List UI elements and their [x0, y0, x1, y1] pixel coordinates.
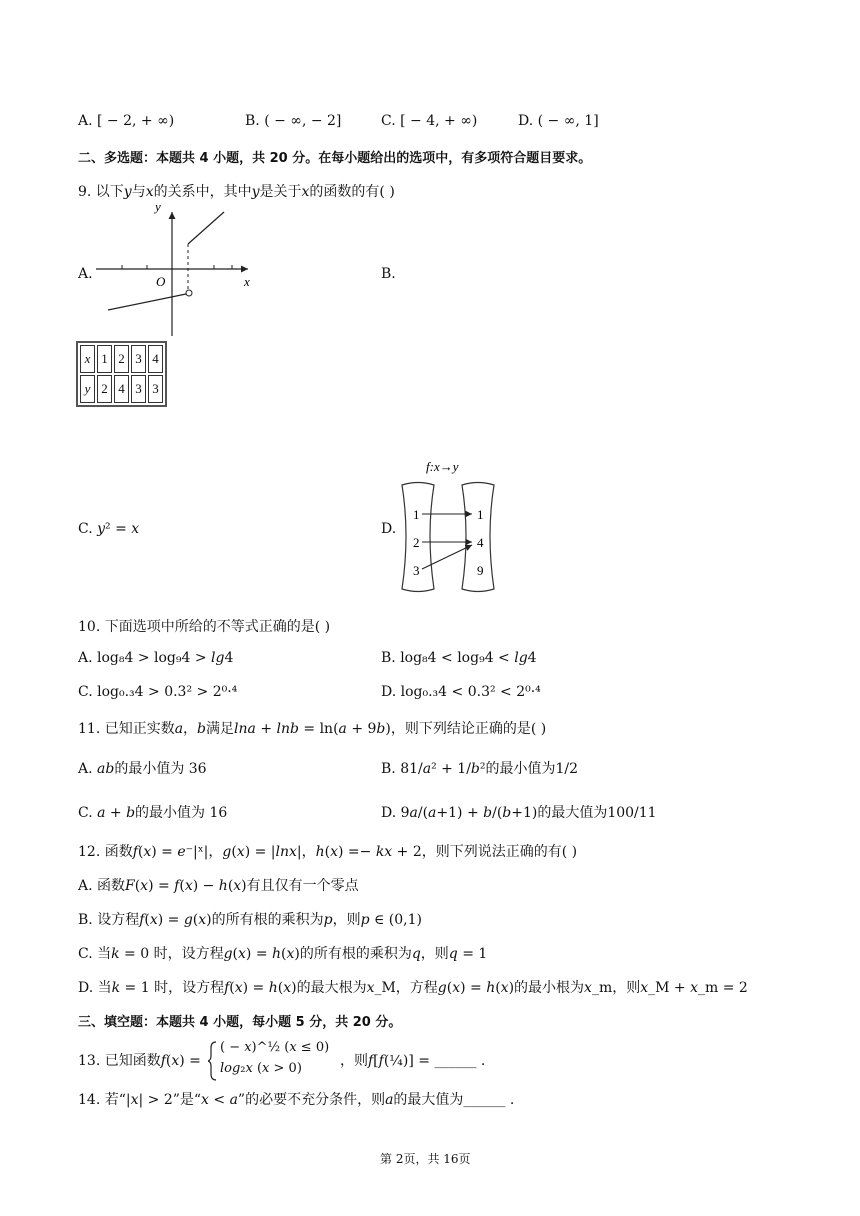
- q11-option-b: B. 81/𝑎² + 1/𝑏²的最小值为1/2: [381, 761, 579, 777]
- q10-option-d: D. log₀.₃4 < 0.3² < 2⁰·⁴: [381, 684, 541, 700]
- q10-option-a: A. log₈4 > log₉4 > 𝑙𝑔4: [78, 650, 234, 666]
- q9-mapping-diagram: [398, 455, 498, 597]
- q14-stem: 14. 若“|𝑥| > 2”是“𝑥 < 𝑎”的必要不充分条件，则𝑎的最大值为______ .: [78, 1092, 515, 1108]
- graph-origin-label: O: [156, 274, 166, 289]
- q12-stem: 12. 函数𝑓(𝑥) = 𝑒⁻|ˣ|，𝑔(𝑥) = |𝑙𝑛𝑥|，ℎ(𝑥) =− 𝑘𝑥 + 2，则下列说法正确的有( ): [78, 844, 578, 860]
- table-cell: x: [80, 345, 95, 373]
- q11-option-c: C. 𝑎 + 𝑏的最小值为 16: [78, 805, 228, 821]
- q10-stem: 10. 下面选项中所给的不等式正确的是( ): [78, 619, 331, 635]
- table-cell: 3: [148, 375, 163, 403]
- table-cell: 2: [114, 345, 129, 373]
- mapping-left-3: 3: [413, 563, 420, 578]
- table-cell: y: [80, 375, 95, 403]
- q13-case-1: ( − 𝑥)^½ (𝑥 ≤ 0): [220, 1040, 330, 1055]
- option-c: C. [ − 4, + ∞): [381, 113, 478, 129]
- table-row: [80, 375, 163, 403]
- mapping-right-9: 9: [477, 563, 484, 578]
- q12-option-c: C. 当𝑘 = 0 时，设方程𝑔(𝑥) = ℎ(𝑥)的所有根的乘积为𝑞，则𝑞 = 1: [78, 946, 488, 962]
- q9-option-b-label: B.: [381, 266, 396, 282]
- graph-y-label: y: [155, 200, 161, 214]
- table-cell: 4: [114, 375, 129, 403]
- q9-option-d-label: D.: [381, 521, 397, 537]
- mapping-right-1: 1: [477, 507, 484, 522]
- q9-option-c: C. 𝑦² = 𝑥: [78, 521, 140, 537]
- q9-graph-a: [92, 200, 262, 340]
- q10-option-b: B. log₈4 < log₉4 < 𝑙𝑔4: [381, 650, 537, 666]
- section-heading-multiple-choice: 二、多选题：本题共 4 小题，共 20 分。在每小题给出的选项中，有多项符合题目要求。: [78, 151, 592, 166]
- page-footer: 第 2页，共 16页: [380, 1152, 471, 1166]
- mapping-right-4: 4: [477, 535, 484, 550]
- mapping-left-1: 1: [413, 507, 420, 522]
- q9-stem: 9. 以下𝑦与𝑥的关系中，其中𝑦是关于𝑥的函数的有( ): [78, 184, 395, 200]
- table-cell: 3: [131, 375, 146, 403]
- q13-case-2: 𝑙𝑜𝑔₂𝑥 (𝑥 > 0): [220, 1061, 302, 1076]
- table-cell: 1: [97, 345, 112, 373]
- q13-suffix: ，则𝑓[𝑓(¼)] = ______ .: [340, 1053, 486, 1069]
- q11-stem: 11. 已知正实数𝑎，𝑏满足𝑙𝑛𝑎 + 𝑙𝑛𝑏 = ln(𝑎 + 9𝑏)，则下列结论正确的是( ): [78, 721, 547, 737]
- q9-value-table: [76, 341, 167, 407]
- mapping-title: f:x→y: [426, 459, 459, 474]
- q12-option-b: B. 设方程𝑓(𝑥) = 𝑔(𝑥)的所有根的乘积为𝑝，则𝑝 ∈ (0,1): [78, 912, 422, 928]
- q12-option-d: D. 当𝑘 = 1 时，设方程𝑓(𝑥) = ℎ(𝑥)的最大根为𝑥_M，方程𝑔(𝑥) = ℎ(𝑥)的最小根为𝑥_m，则𝑥_M + 𝑥_m = 2: [78, 980, 748, 996]
- option-b: B. ( − ∞, − 2]: [245, 113, 342, 129]
- piecewise-brace: [208, 1040, 218, 1082]
- q11-option-a: A. 𝑎𝑏的最小值为 36: [78, 761, 207, 777]
- option-a: A. [ − 2, + ∞): [78, 113, 175, 129]
- option-d: D. ( − ∞, 1]: [518, 113, 599, 129]
- section-heading-fill-in: 三、填空题：本题共 4 小题，每小题 5 分，共 20 分。: [78, 1015, 402, 1030]
- q12-option-a: A. 函数𝐹(𝑥) = 𝑓(𝑥) − ℎ(𝑥)有且仅有一个零点: [78, 878, 359, 894]
- q13-prefix: 13. 已知函数𝑓(𝑥) =: [78, 1053, 201, 1069]
- q10-option-c: C. log₀.₃4 > 0.3² > 2⁰·⁴: [78, 684, 238, 700]
- table-cell: 2: [97, 375, 112, 403]
- mapping-left-2: 2: [413, 535, 420, 550]
- q11-option-d: D. 9𝑎/(𝑎+1) + 𝑏/(𝑏+1)的最大值为100/11: [381, 805, 657, 821]
- table-row: [80, 345, 163, 373]
- graph-x-label: x: [244, 274, 250, 289]
- q9-option-a-label: A.: [78, 266, 93, 282]
- table-cell: 3: [131, 345, 146, 373]
- table-cell: 4: [148, 345, 163, 373]
